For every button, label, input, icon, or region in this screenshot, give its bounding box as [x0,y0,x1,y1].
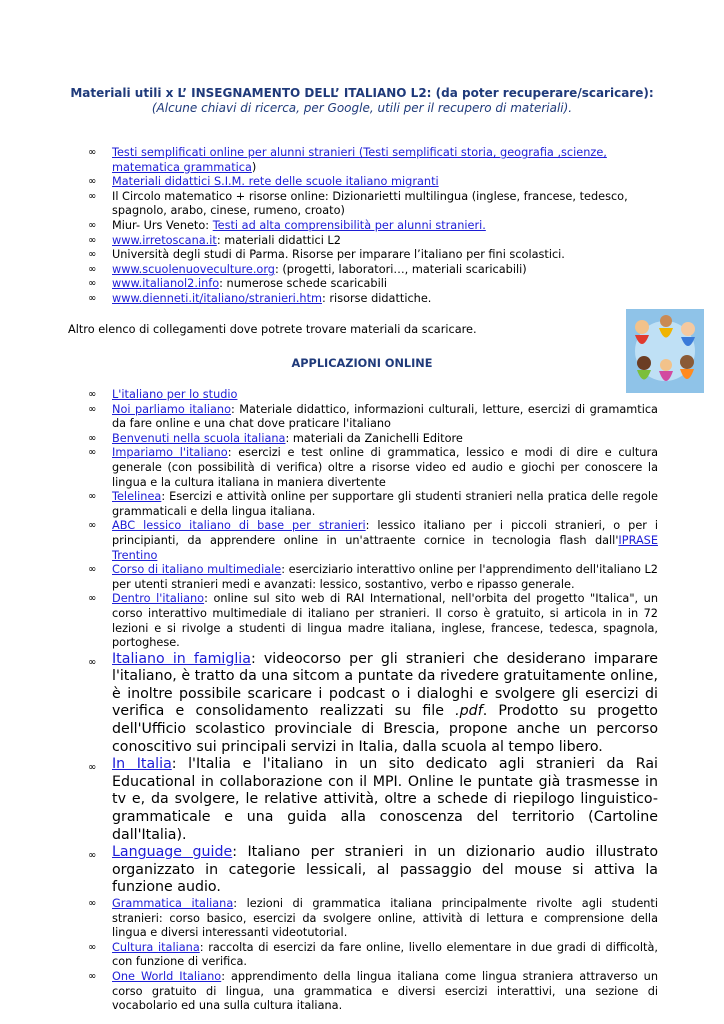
item-description: ) [251,160,257,174]
resource-link[interactable]: L'italiano per lo studio [112,388,238,401]
item-description: : risorse didattiche. [322,291,432,305]
infinity-bullet-icon: ∞ [88,278,97,290]
list-item [88,234,658,249]
resource-link[interactable]: Testi ad alta comprensibilità per alunni stranieri. [212,218,486,232]
list-item [88,651,658,757]
item-description: : eserciziario interattivo online per l'apprendimento dell'italiano L2 per utenti stranieri medi e avanzati: lessico, sostantivo, verbo e ripasso generale. [112,563,658,591]
resource-link[interactable]: Dentro l'italiano [112,592,205,606]
list-item [88,190,658,219]
item-description: : materiali da Zanichelli Editore [285,431,463,445]
list-item [88,756,658,844]
infinity-bullet-icon: ∞ [88,249,97,261]
item-description: : Esercizi e attività online per supportare gli studenti stranieri nella pratica delle regole grammaticali e della lingua italiana. [112,490,658,518]
file-extension: .pdf [455,703,483,720]
item-description: : lessico italiano per i piccoli stranieri, o per i principianti, da apprendere online in un'attraente cornice in tecnologia flash dall' [112,519,659,547]
item-description: . Prodotto su progetto dell'Ufficio scolastico provinciale di Brescia, propone anche un percorso conoscitivo sui principali servizi in Italia, dalla scuola al tempo libero. [112,703,658,755]
list-item [88,897,658,941]
resource-link[interactable]: IPRASE Trentino [112,533,658,562]
list-item [88,563,658,592]
infinity-bullet-icon: ∞ [88,234,97,246]
list-item [88,292,658,307]
resource-link[interactable]: www.dienneti.it/italiano/stranieri.htm [112,291,323,305]
infinity-bullet-icon: ∞ [88,762,97,774]
resource-link[interactable]: www.scuolenuoveculture.org [112,262,275,276]
list-item [88,519,658,563]
infinity-bullet-icon: ∞ [88,403,97,415]
list-item [88,432,658,447]
resource-link[interactable]: www.italianol2.info [112,277,220,291]
infinity-bullet-icon: ∞ [88,850,97,862]
infinity-bullet-icon: ∞ [88,593,97,605]
item-description: Il Circolo matematico + risorse online: Dizionarietti multilingua (inglese, francese, tedesco, spagnolo, arabo, cinese, rumeno, croato) [112,189,628,218]
infinity-bullet-icon: ∞ [88,941,97,953]
list-item [88,970,658,1014]
list-item [88,592,658,650]
infinity-bullet-icon: ∞ [88,970,97,982]
resource-link[interactable]: ABC lessico italiano di base per stranieri [112,519,366,533]
item-description: : l'Italia e l'italiano in un sito dedicato agli stranieri da Rai Educational in collaborazione con il MPI. Online le puntate già trasmesse in tv e, da svolgere, le relative attività, oltre a schede di riepilogo linguistico-grammaticale e una guida alla conoscenza del territorio (Cartoline dall'Italia). [112,756,658,843]
item-description: Università degli studi di Parma. Risorse per imparare l’italiano per fini scolastici. [112,248,565,262]
list-item [88,248,658,263]
resource-link[interactable]: Benvenuti nella scuola italiana [112,431,286,445]
list-item [88,263,658,278]
infinity-bullet-icon: ∞ [88,292,97,304]
children-clipart-image [626,309,704,393]
resource-link[interactable]: Noi parliamo italiano [112,402,231,416]
list-item [88,941,658,970]
resource-link[interactable]: Impariamo l'italiano [112,446,228,460]
list-item [88,844,658,897]
resource-link[interactable]: Grammatica italiana [112,897,234,910]
infinity-bullet-icon: ∞ [88,520,97,532]
item-description: : videocorso per gli stranieri che desiderano imparare l'italiano, è tratto da una sitcom a puntate da rivedere gratuitamente online, è inoltre possibile scaricare i podcast o i dialoghi e svolgere gli esercizi di verifica e consolidamento realizzati su file [112,650,658,720]
page-title: Materiali utili x L’ INSEGNAMENTO DELL’ ITALIANO L2: (da poter recuperare/scaricare): [70,86,654,100]
resource-link[interactable]: In Italia [112,756,172,773]
page-subtitle: (Alcune chiavi di ricerca, per Google, utili per il recupero di materiali). [151,101,573,115]
resource-link[interactable]: Materiali didattici S.I.M. rete delle scuole italiano migranti [112,175,439,189]
item-description: : numerose schede scaricabili [219,277,387,291]
list-item [88,277,658,292]
list-item [88,490,658,519]
infinity-bullet-icon: ∞ [88,656,97,668]
resource-link[interactable]: Telelinea [112,490,162,504]
online-apps-list [88,388,658,1014]
item-description: : (progetti, laboratori…, materiali scaricabili) [274,262,527,276]
item-description: : esercizi e test online di grammatica, lessico e modi di dire e cultura generale (con possibilità di verifica) oltre a risorse video ed audio e giochi per conoscere la lingua e la cultura italiana in maniera divertente [112,446,659,489]
intro-text: Altro elenco di collegamenti dove potrete trovare materiali da scaricare. [68,323,477,336]
infinity-bullet-icon: ∞ [88,263,97,275]
list-item [88,388,658,403]
list-item [88,403,658,432]
resource-link[interactable]: One World Italiano [112,969,222,983]
item-description: : lezioni di grammatica italiana principalmente rivolte agli studenti stranieri: corso basico, esercizi da svolgere online, attività di lettura e comprensione della lingua e diversi interessanti videotutorial. [112,897,659,940]
infinity-bullet-icon: ∞ [88,147,97,158]
item-description: : materiali didattici L2 [216,233,341,247]
list-item [88,146,658,175]
item-prefix: Miur- Urs Veneto: [112,218,213,232]
resource-link[interactable]: Language guide [112,844,233,861]
resource-link[interactable]: www.irretoscana.it [112,233,217,247]
infinity-bullet-icon: ∞ [88,491,97,503]
section-title: APPLICAZIONI ONLINE [291,357,433,370]
item-description: : Italiano per stranieri in un dizionario audio illustrato organizzato in categorie lessicali, al passaggio del mouse si attiva la funzione audio. [112,844,658,896]
infinity-bullet-icon: ∞ [88,447,97,459]
infinity-bullet-icon: ∞ [88,176,97,188]
item-description: : Materiale didattico, informazioni culturali, letture, esercizi di gramamtica da fare online e una chat dove praticare l'italiano [112,402,658,431]
resource-link[interactable]: Italiano in famiglia [112,650,251,667]
resource-link[interactable]: Corso di italiano multimediale [112,563,282,577]
list-item [88,175,658,190]
infinity-bullet-icon: ∞ [88,219,97,231]
resource-list [88,146,658,307]
resource-link[interactable]: Testi semplificati online per alunni stranieri (Testi semplificati storia, geografia ,scienze, matematica grammatica [112,146,607,174]
resource-link[interactable]: Cultura italiana [112,940,200,954]
infinity-bullet-icon: ∞ [88,432,97,444]
infinity-bullet-icon: ∞ [88,564,97,576]
item-description: : online sul sito web di RAI International, nell'orbita del progetto "Italica", un corso interattivo multimediale di italiano per stranieri. Il corso è gratuito, si articola in in 72 lezioni e si rivolge a studenti di lingua madre italiana, inglese, francese, tedesca, spagnola, portoghese. [112,592,658,650]
item-description: : raccolta di esercizi da fare online, livello elementare in due gradi di difficoltà, con funzione di verifica. [112,940,658,969]
infinity-bullet-icon: ∞ [88,898,97,909]
list-item [88,219,658,234]
infinity-bullet-icon: ∞ [88,389,97,400]
infinity-bullet-icon: ∞ [88,190,97,202]
list-item [88,446,658,490]
item-description: : apprendimento della lingua italiana come lingua straniera attraverso un corso gratuito di lingua, una grammatica e diversi esercizi interattivi, una sezione di vocabolario ed una sulla cultura italiana. [112,969,658,1013]
